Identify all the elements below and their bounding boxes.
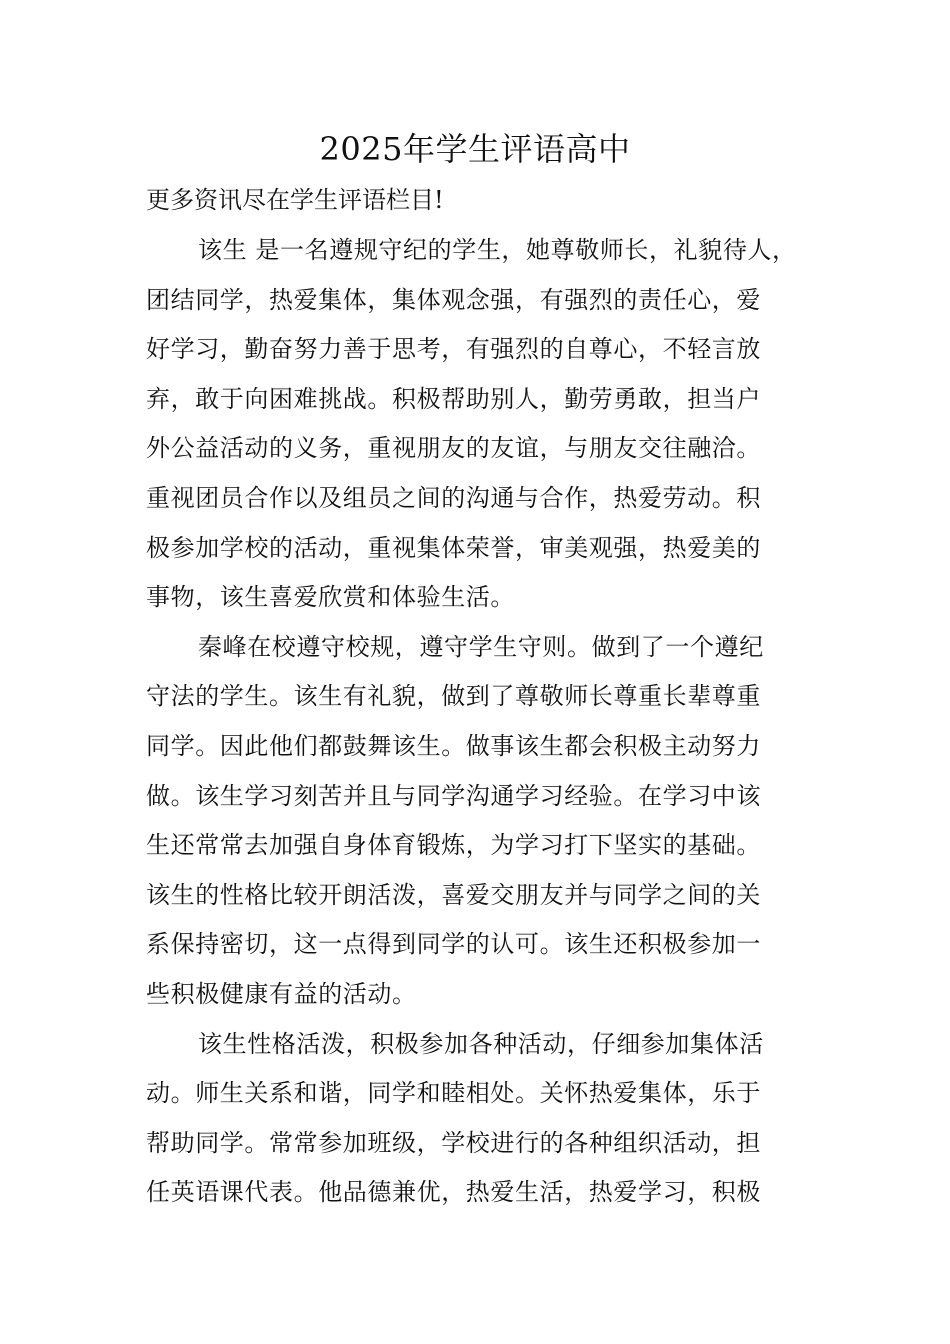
text-line: 任英语课代表。他品德兼优，热爱生活，热爱学习，积极 <box>146 1178 761 1207</box>
text-line: 该生性格活泼，积极参加各种活动，仔细参加集体活 <box>198 1029 764 1058</box>
text-line: 守法的学生。该生有礼貌，做到了尊敬师长尊重长辈尊重 <box>146 682 761 711</box>
text-line: 外公益活动的义务，重视朋友的友谊，与朋友交往融洽。 <box>146 434 761 463</box>
text-line: 极参加学校的活动，重视集体荣誉，审美观强，热爱美的 <box>146 533 761 562</box>
text-line: 好学习，勤奋努力善于思考，有强烈的自尊心，不轻言放 <box>146 335 761 364</box>
text-line: 该生的性格比较开朗活泼，喜爱交朋友并与同学之间的关 <box>146 880 761 909</box>
text-line: 帮助同学。常常参加班级，学校进行的各种组织活动，担 <box>146 1128 761 1157</box>
text-line: 重视团员合作以及组员之间的沟通与合作，热爱劳动。积 <box>146 483 761 512</box>
text-line: 同学。因此他们都鼓舞该生。做事该生都会积极主动努力 <box>146 731 761 760</box>
document-title: 2025年学生评语高中 <box>319 130 631 168</box>
intro-line: 更多资讯尽在学生评语栏目! <box>146 186 444 214</box>
text-line: 事物，该生喜爱欣赏和体验生活。 <box>146 583 515 612</box>
text-line: 系保持密切，这一点得到同学的认可。该生还积极参加一 <box>146 930 761 959</box>
text-line: 弃，敢于向困难挑战。积极帮助别人，勤劳勇敢，担当户 <box>146 384 761 413</box>
document-body <box>146 226 836 1218</box>
text-line: 团结同学，热爱集体，集体观念强，有强烈的责任心，爱 <box>146 285 761 314</box>
text-line: 做。该生学习刻苦并且与同学沟通学习经验。在学习中该 <box>146 781 761 810</box>
text-line: 该生 是一名遵规守纪的学生，她尊敬师长，礼貌待人， <box>198 236 797 264</box>
text-line: 生还常常去加强自身体育锻炼，为学习打下坚实的基础。 <box>146 831 761 860</box>
text-line: 秦峰在校遵守校规，遵守学生守则。做到了一个遵纪 <box>198 632 764 661</box>
text-line: 动。师生关系和谐，同学和睦相处。关怀热爱集体，乐于 <box>146 1079 761 1108</box>
text-line: 些积极健康有益的活动。 <box>146 979 417 1008</box>
